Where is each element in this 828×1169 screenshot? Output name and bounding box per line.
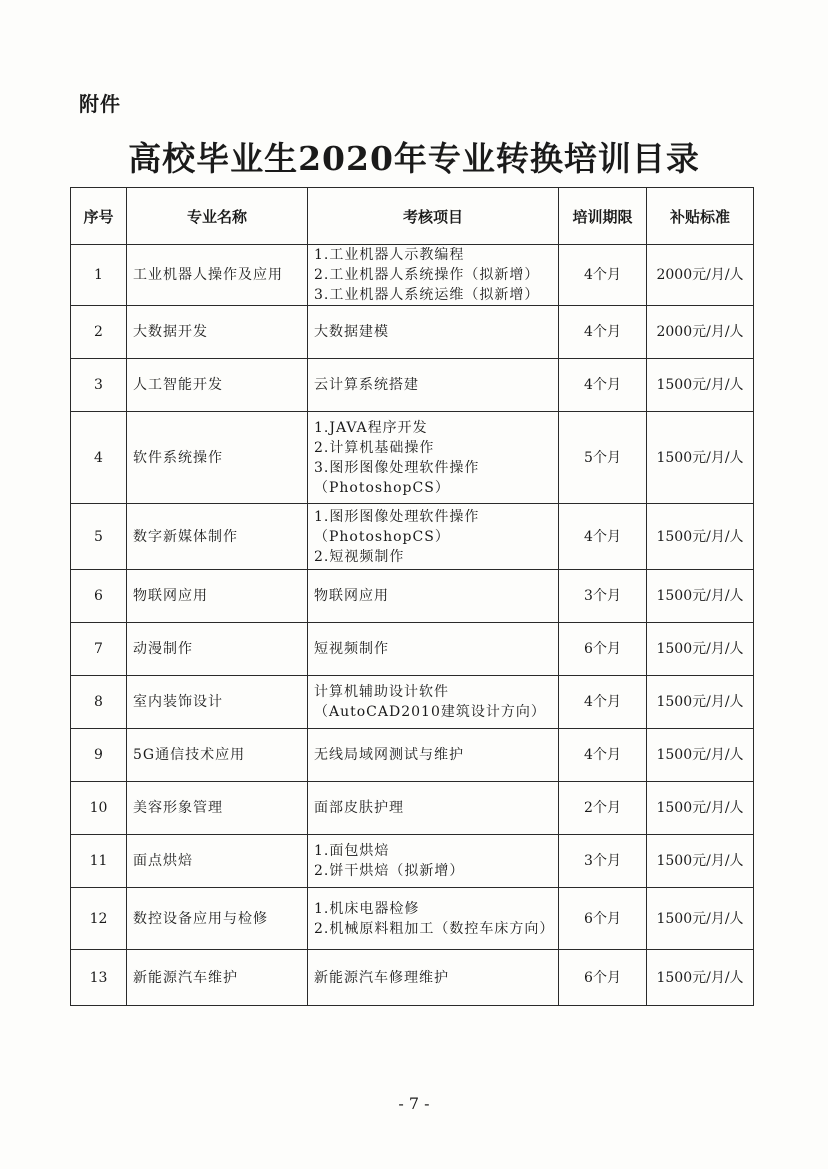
row-number: 8 [71, 676, 127, 729]
assessment-items [308, 245, 559, 306]
table-row [71, 623, 754, 676]
assessment-item: 3.图形图像处理软件操作（PhotoshopCS） [314, 459, 480, 496]
assessment-item: 2.饼干烘焙（拟新增） [314, 863, 465, 879]
row-number: 12 [71, 888, 127, 950]
assessment-item: 1.面包烘焙 [314, 843, 390, 859]
table-row [71, 676, 754, 729]
assessment-items [308, 306, 559, 359]
assessment-items [308, 950, 559, 1006]
assessment-item: 新能源汽车修理维护 [314, 969, 449, 986]
row-number: 4 [71, 412, 127, 504]
subsidy-standard: 1500元/月/人 [647, 570, 754, 623]
row-number: 10 [71, 782, 127, 835]
subsidy-standard: 1500元/月/人 [647, 729, 754, 782]
training-period: 6个月 [559, 950, 647, 1006]
assessment-items [308, 729, 559, 782]
row-number: 11 [71, 835, 127, 888]
subsidy-standard: 2000元/月/人 [647, 306, 754, 359]
subsidy-standard: 1500元/月/人 [647, 782, 754, 835]
major-name: 物联网应用 [127, 570, 308, 623]
training-period: 4个月 [559, 504, 647, 570]
training-period: 4个月 [559, 306, 647, 359]
major-name: 室内装饰设计 [127, 676, 308, 729]
assessment-items [308, 570, 559, 623]
table-row [71, 888, 754, 950]
subsidy-standard: 1500元/月/人 [647, 676, 754, 729]
subsidy-standard: 1500元/月/人 [647, 835, 754, 888]
training-period: 6个月 [559, 623, 647, 676]
header-items: 考核项目 [308, 188, 559, 245]
table-row [71, 306, 754, 359]
assessment-item: 1.图形图像处理软件操作（PhotoshopCS） [314, 508, 480, 545]
subsidy-standard: 1500元/月/人 [647, 504, 754, 570]
assessment-item: 1.JAVA程序开发 [314, 419, 428, 436]
assessment-item: 大数据建模 [314, 324, 389, 340]
assessment-item: 2.短视频制作 [314, 548, 405, 565]
training-period: 2个月 [559, 782, 647, 835]
assessment-items [308, 412, 559, 504]
table-header-row [71, 188, 754, 245]
training-period: 3个月 [559, 570, 647, 623]
table-row [71, 504, 754, 570]
major-name: 工业机器人操作及应用 [127, 245, 308, 306]
subsidy-standard: 1500元/月/人 [647, 359, 754, 412]
table-row [71, 729, 754, 782]
training-period: 4个月 [559, 676, 647, 729]
row-number: 3 [71, 359, 127, 412]
subsidy-standard: 2000元/月/人 [647, 245, 754, 306]
assessment-item: 短视频制作 [314, 641, 389, 657]
major-name: 动漫制作 [127, 623, 308, 676]
assessment-item: 云计算系统搭建 [314, 377, 419, 393]
assessment-items [308, 504, 559, 570]
training-period: 5个月 [559, 412, 647, 504]
training-period: 6个月 [559, 888, 647, 950]
header-major: 专业名称 [127, 188, 308, 245]
page-number: - 7 - [398, 1094, 430, 1113]
table-row [71, 570, 754, 623]
table-row [71, 245, 754, 306]
assessment-items [308, 676, 559, 729]
assessment-items [308, 623, 559, 676]
table-row [71, 412, 754, 504]
assessment-item: 2.机械原料粗加工（数控车床方向） [314, 920, 555, 937]
header-no: 序号 [71, 188, 127, 245]
table-row [71, 782, 754, 835]
subsidy-standard: 1500元/月/人 [647, 950, 754, 1006]
major-name: 人工智能开发 [127, 359, 308, 412]
major-name: 5G通信技术应用 [127, 729, 308, 782]
table-row [71, 835, 754, 888]
major-name: 面点烘焙 [127, 835, 308, 888]
major-name: 美容形象管理 [127, 782, 308, 835]
major-name: 新能源汽车维护 [127, 950, 308, 1006]
header-period: 培训期限 [559, 188, 647, 245]
assessment-item: 2.工业机器人系统操作（拟新增） [314, 267, 540, 283]
subsidy-standard: 1500元/月/人 [647, 888, 754, 950]
assessment-item: 计算机辅助设计软件（AutoCAD2010建筑设计方向） [314, 684, 546, 720]
training-catalog-table [70, 187, 754, 1006]
major-name: 数字新媒体制作 [127, 504, 308, 570]
row-number: 5 [71, 504, 127, 570]
table-row [71, 950, 754, 1006]
training-period: 4个月 [559, 359, 647, 412]
major-name: 数控设备应用与检修 [127, 888, 308, 950]
row-number: 7 [71, 623, 127, 676]
training-period: 3个月 [559, 835, 647, 888]
row-number: 6 [71, 570, 127, 623]
table-row [71, 359, 754, 412]
row-number: 1 [71, 245, 127, 306]
assessment-item: 3.工业机器人系统运维（拟新增） [314, 287, 540, 303]
assessment-items [308, 782, 559, 835]
assessment-item: 2.计算机基础操作 [314, 439, 435, 456]
training-period: 4个月 [559, 245, 647, 306]
assessment-items [308, 835, 559, 888]
assessment-item: 1.机床电器检修 [314, 900, 420, 917]
subsidy-standard: 1500元/月/人 [647, 412, 754, 504]
major-name: 软件系统操作 [127, 412, 308, 504]
assessment-items [308, 888, 559, 950]
major-name: 大数据开发 [127, 306, 308, 359]
attachment-label: 附件 [79, 92, 121, 116]
subsidy-standard: 1500元/月/人 [647, 623, 754, 676]
training-period: 4个月 [559, 729, 647, 782]
row-number: 2 [71, 306, 127, 359]
assessment-item: 无线局域网测试与维护 [314, 747, 464, 763]
assessment-items [308, 359, 559, 412]
document-title: 高校毕业生2020年专业转换培训目录 [128, 139, 700, 178]
assessment-item: 1.工业机器人示教编程 [314, 247, 465, 263]
assessment-item: 面部皮肤护理 [314, 800, 404, 816]
row-number: 9 [71, 729, 127, 782]
header-subsidy: 补贴标准 [647, 188, 754, 245]
assessment-item: 物联网应用 [314, 588, 389, 604]
row-number: 13 [71, 950, 127, 1006]
